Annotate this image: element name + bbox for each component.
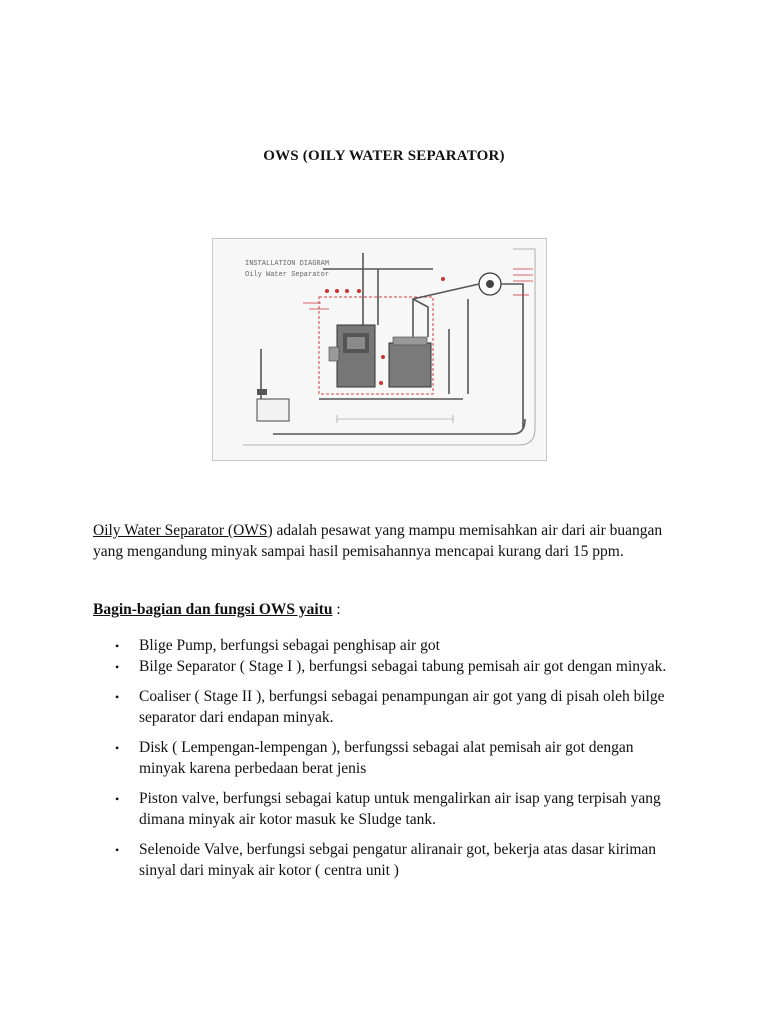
list-item [93,738,683,779]
section-heading-suffix: : [332,601,341,618]
bullet-icon: • [115,690,120,704]
bullet-icon: • [115,659,120,674]
section-heading [93,600,341,620]
intro-paragraph [93,521,683,562]
diagram-caption-1: INSTALLATION DIAGRAM [245,260,330,268]
installation-diagram-image [212,238,547,461]
intro-text: ) adalah pesawat yang mampu memisahkan air dari air buangan yang mengandung minyak sampai hasil pemisahannya mencapai kurang dari 15 ppm. [93,522,663,560]
parts-list [93,636,683,881]
list-item-text: Disk ( Lempengan-lempengan ), berfungssi sebagai alat pemisah air got dengan minyak karena perbedaan berat jenis [139,739,634,777]
bullet-icon: • [115,741,120,755]
list-item [93,687,683,728]
diagram-caption-2: Oily Water Separator [245,271,330,279]
sludge-tank [257,399,289,421]
section-heading-text: Bagin-bagian dan fungsi OWS yaitu [93,601,333,618]
bullet-icon: • [115,843,120,857]
document-title: OWS (OILY WATER SEPARATOR) [263,148,505,164]
list-item-text: Piston valve, berfungsi sebagai katup untuk mengalirkan air isap yang terpisah yang dimana minyak air kotor masuk ke Sludge tank. [139,790,661,828]
list-item-text: Selenoide Valve, berfungsi sebgai pengatur aliranair got, bekerja atas dasar kiriman sinyal dari minyak air kotor ( centra unit ) [139,841,657,879]
list-item-text: Bilge Separator ( Stage I ), berfungsi sebagai tabung pemisah air got dengan minyak. [139,657,667,675]
list-item [93,789,683,830]
list-item-text: Coaliser ( Stage II ), berfungsi sebagai penampungan air got yang di pisah oleh bilge separator dari endapan minyak. [139,688,665,726]
coaliser-tank [389,343,431,387]
ows-installation-diagram [213,239,546,460]
bullet-icon: • [115,792,120,806]
list-item-text: Blige Pump, berfungsi sebagai penghisap air got [139,637,440,654]
list-item [93,636,683,657]
list-item [93,840,683,881]
list-item [93,657,683,678]
intro-term: Oily Water Separator (OWS [93,522,268,539]
bullet-icon: • [115,639,120,653]
